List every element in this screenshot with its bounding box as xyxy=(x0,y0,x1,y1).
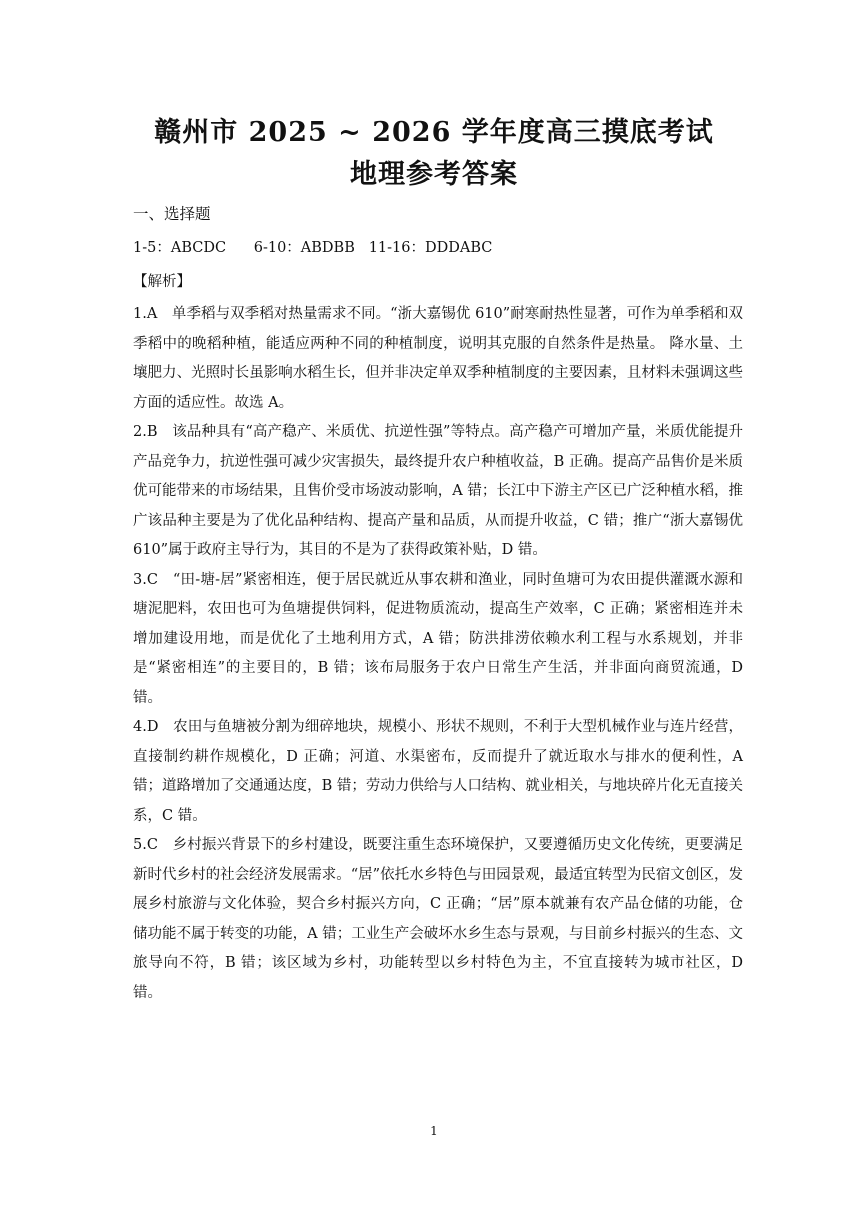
answer-group-2: 6-10：ABDBB xyxy=(253,240,355,256)
answer-key-line xyxy=(133,236,492,257)
section-heading: 一、选择题 xyxy=(133,205,211,223)
analysis-paragraph-5: 5.C 乡村振兴背景下的乡村建设，既要注重生态环境保护，又要遵循历史文化传统，更要满足新时代乡村的社会经济发展需求。“居”依托水乡特色与田园景观，最适宜转型为民宿文创区，发展乡村旅游与文化体验，契合乡村振兴方向，C 正确；“居”原本就兼有农产品仓储的功能，仓储功能不属于转变的功能，A 错；工业生产会破坏水乡生态与景观，与目前乡村振兴的生态、文旅导向不符，B 错；该区域为乡村，功能转型以乡村特色为主，不宜直接转为城市社区，D 错。 xyxy=(133,837,743,1001)
page-number: 1 xyxy=(430,1124,438,1138)
analysis-paragraph-1: 1.A 单季稻与双季稻对热量需求不同。“浙大嘉锡优 610”耐寒耐热性显著，可作为单季稻和双季稻中的晚稻种植，能适应两种不同的种植制度，说明其克服的自然条件是热量。 降水量、土壤肥力、光照时长虽影响水稻生长，但并非决定单双季种植制度的主要因素，且材料未强调这些方面的适应性。故选 A。 xyxy=(133,306,743,411)
analysis-paragraph-3: 3.C “田-塘-居”紧密相连，便于居民就近从事农耕和渔业，同时鱼塘可为农田提供灌溉水源和塘泥肥料，农田也可为鱼塘提供饲料，促进物质流动，提高生产效率，C 正确；紧密相连并未增加建设用地，而是优化了土地利用方式，A 错；防洪排涝依赖水利工程与水系规划，并非是“紧密相连”的主要目的，B 错；该布局服务于农户日常生产生活，并非面向商贸流通，D 错。 xyxy=(133,571,743,706)
analysis-paragraph-2: 2.B 该品种具有“高产稳产、米质优、抗逆性强”等特点。高产稳产可增加产量，米质优能提升产品竞争力，抗逆性强可减少灾害损失，最终提升农户种植收益，B 正确。提高产品售价是米质优可能带来的市场结果，且售价受市场波动影响，A 错；长江中下游主产区已广泛种植水稻，推广该品种主要是为了优化品种结构、提高产量和品质，从而提升收益，C 错；推广“浙大嘉锡优 610”属于政府主导行为，其目的不是为了获得政策补贴，D 错。 xyxy=(133,424,743,558)
analysis-body xyxy=(133,300,743,1008)
answer-group-3: 11-16：DDDABC xyxy=(368,240,493,256)
analysis-paragraph-4: 4.D 农田与鱼塘被分割为细碎地块，规模小、形状不规则，不利于大型机械作业与连片经营，直接制约耕作规模化，D 正确；河道、水渠密布，反而提升了就近取水与排水的便利性，A 错；道路增加了交通通达度，B 错；劳动力供给与人口结构、就业相关，与地块碎片化无直接关系，C 错。 xyxy=(133,719,743,824)
exam-subtitle: 地理参考答案 xyxy=(350,159,518,190)
analysis-heading: 【解析】 xyxy=(133,274,191,290)
answer-group-1: 1-5：ABCDC xyxy=(133,240,227,256)
exam-title: 赣州市 2025 ~ 2026 学年度高三摸底考试 xyxy=(154,117,714,148)
